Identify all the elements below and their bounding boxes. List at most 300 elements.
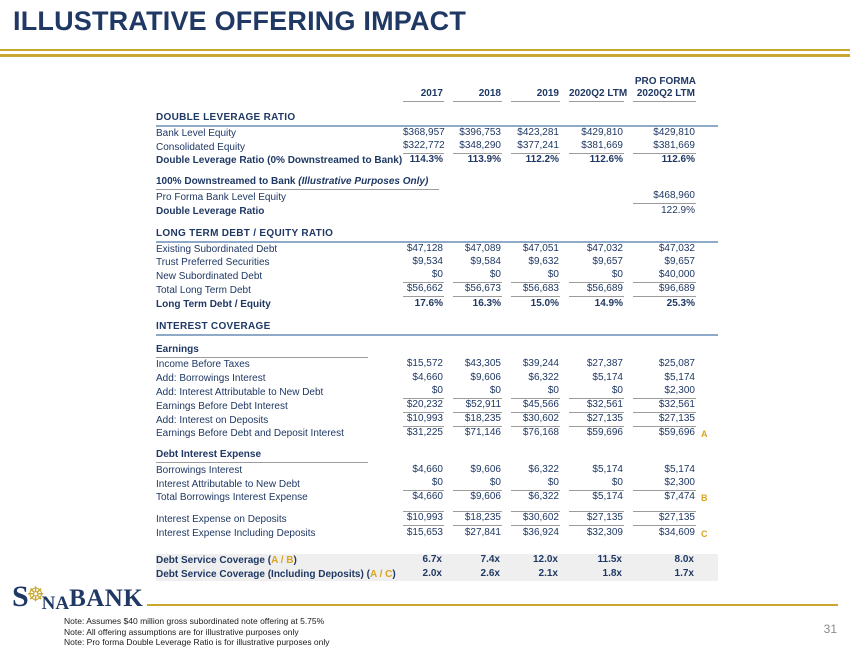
cell-text: $47,089 (464, 242, 501, 254)
subsection-header (156, 176, 439, 190)
row-marker (696, 140, 718, 154)
cell-value (444, 567, 502, 581)
row-label (156, 511, 394, 526)
spacer (156, 440, 718, 447)
table-row (156, 140, 718, 154)
footnote: Note: All offering assumptions are for illustrative purposes only (64, 626, 299, 637)
cell-value (502, 427, 560, 441)
row-marker (696, 204, 718, 218)
cell-value (502, 358, 560, 372)
cell-value (624, 567, 696, 581)
cell-value (394, 126, 444, 140)
cell-text: $348,290 (453, 140, 502, 154)
row-label (156, 526, 394, 540)
cell-text: $47,032 (586, 242, 623, 254)
section-row (156, 109, 718, 126)
subsection-cell (156, 174, 718, 190)
cell-value (502, 413, 560, 427)
row-label (156, 242, 394, 256)
cell-value (444, 463, 502, 477)
table-row (156, 385, 718, 399)
column-header (444, 74, 502, 88)
cell-value (624, 269, 696, 283)
cell-value (624, 511, 696, 526)
row-label (156, 204, 394, 218)
cell-value (394, 477, 444, 491)
cell-value (560, 491, 624, 505)
cell-value (502, 256, 560, 270)
cell-value (624, 297, 696, 311)
cell-text: $9,606 (470, 371, 501, 383)
cell-value (444, 140, 502, 154)
cell-value (560, 242, 624, 256)
label-part: Total Borrowings Interest Expense (156, 492, 308, 503)
cell-text: $20,232 (403, 399, 444, 413)
logo-text-bank: BANK (69, 585, 144, 612)
table-row (156, 242, 718, 256)
cell-value (624, 526, 696, 540)
cell-value (444, 269, 502, 283)
spacer-row (156, 504, 718, 511)
cell-value (502, 242, 560, 256)
label-part: Bank Level Equity (156, 127, 237, 139)
cell-value (560, 371, 624, 385)
cell-value (502, 371, 560, 385)
table-row (156, 283, 718, 297)
cell-value (560, 256, 624, 270)
cell-text: 2.1x (538, 567, 558, 579)
cell-value (394, 399, 444, 413)
cell-text: $9,657 (664, 256, 695, 267)
cell-value (624, 427, 696, 441)
table-row (156, 204, 718, 218)
row-label (156, 427, 394, 441)
spacer-row (156, 335, 718, 342)
cell-text: $6,322 (528, 463, 559, 475)
logo-letter-s: S (12, 580, 29, 613)
cell-value (502, 385, 560, 399)
spacer (156, 540, 718, 547)
cell-text: 2.0x (422, 567, 442, 579)
cell-text: $423,281 (517, 126, 559, 138)
cell-text: $59,696 (586, 427, 623, 438)
spacer (156, 167, 718, 174)
row-marker: B (701, 493, 708, 503)
cell-value (394, 242, 444, 256)
cell-text: 17.6% (414, 297, 443, 309)
cell-text: 12.0x (532, 554, 558, 565)
row-marker (696, 297, 718, 311)
cell-text: $4,660 (412, 371, 443, 383)
cell-text: $76,168 (522, 427, 559, 438)
cell-value (444, 154, 502, 168)
cell-text: $429,810 (653, 126, 695, 138)
row-marker (696, 242, 718, 256)
spacer (156, 311, 718, 318)
footer-row (12, 582, 838, 612)
cell-value (560, 463, 624, 477)
column-header (502, 88, 560, 102)
cell-text: 7.4x (480, 554, 500, 565)
table-row (156, 256, 718, 270)
label-part: Existing Subordinated Debt (156, 243, 278, 255)
cell-text: $39,244 (522, 358, 559, 369)
cell-text: $0 (403, 385, 444, 399)
cell-text: $9,632 (528, 256, 559, 267)
footnote: Note: Pro forma Double Leverage Ratio is for illustrative purposes only (64, 637, 330, 647)
cell-text: $368,957 (403, 126, 445, 138)
cell-text: $27,387 (586, 358, 623, 369)
cell-text: $15,572 (406, 358, 443, 369)
cell-value (444, 256, 502, 270)
cell-text: $27,135 (633, 413, 696, 427)
spacer-row (156, 218, 718, 225)
title-divider (0, 49, 850, 57)
cell-value (444, 413, 502, 427)
table-row (156, 358, 718, 372)
section-header: DOUBLE LEVERAGE RATIO (156, 109, 718, 126)
row-marker (696, 283, 718, 297)
table-row (156, 554, 718, 568)
cell-value (502, 567, 560, 581)
footnote: Note: Assumes $40 million gross subordinated note offering at 5.75% (64, 616, 325, 626)
cell-value (444, 371, 502, 385)
cell-value (624, 283, 696, 297)
page-number: 31 (823, 622, 837, 636)
spacer-row (156, 547, 718, 554)
cell-text: 14.9% (594, 297, 623, 309)
table-row (156, 126, 718, 140)
label-part: Borrowings Interest (156, 464, 243, 476)
spacer (156, 218, 718, 225)
section-row (156, 318, 718, 335)
cell-text: $377,241 (511, 140, 560, 154)
spacer-row (156, 167, 718, 174)
subheader-row (156, 174, 718, 190)
spacer-row (156, 102, 718, 109)
cell-text: $27,841 (464, 526, 501, 538)
label-part: 100% Downstreamed to Bank (156, 176, 299, 187)
table-row (156, 463, 718, 477)
row-label (156, 385, 394, 399)
cell-value (624, 399, 696, 413)
label-part: Add: Interest Attributable to New Debt (156, 386, 324, 398)
subsection-cell (156, 342, 718, 358)
table-row (156, 154, 718, 168)
label-part: Interest Expense Including Deposits (156, 527, 316, 539)
label-part: Debt Service Coverage (Including Deposits) ( (156, 568, 370, 580)
label-part: ) (293, 555, 297, 566)
row-marker (696, 154, 718, 168)
cell-value (624, 204, 696, 218)
cell-text: 6.7x (422, 554, 442, 565)
cell-text: 112.2% (525, 154, 559, 165)
cell-value (394, 413, 444, 427)
cell-text: $6,322 (528, 491, 559, 502)
sona-bank-logo (12, 582, 143, 612)
cell-value (444, 427, 502, 441)
cell-text: $56,683 (511, 283, 560, 297)
cell-text: $47,032 (658, 242, 695, 254)
cell-text: $96,689 (633, 283, 696, 297)
cell-text: $429,810 (581, 126, 623, 138)
cell-value (444, 204, 502, 218)
row-label (156, 491, 394, 505)
label-part: Debt Interest Expense (156, 449, 262, 460)
cell-value (624, 242, 696, 256)
section-row (156, 225, 718, 242)
cell-text: $45,566 (511, 399, 560, 413)
cell-value (394, 140, 444, 154)
label-part: Interest Attributable to New Debt (156, 478, 300, 490)
row-marker (696, 358, 718, 372)
cell-text: $0 (453, 269, 502, 283)
column-header (502, 74, 560, 88)
spacer (156, 504, 718, 511)
cell-value (444, 399, 502, 413)
label-part: Earnings Before Debt Interest (156, 400, 288, 412)
cell-text: 15.0% (530, 297, 559, 309)
cell-text: $52,911 (453, 399, 502, 413)
column-header (394, 74, 444, 88)
cell-text: $27,135 (633, 511, 696, 526)
cell-text: 8.0x (674, 554, 694, 565)
table-row (156, 269, 718, 283)
cell-text: $56,673 (453, 283, 502, 297)
label-part: Trust Preferred Securities (156, 257, 270, 268)
cell-value (502, 269, 560, 283)
cell-text: 2.6x (480, 567, 500, 579)
row-label (156, 477, 394, 491)
cell-text: $381,669 (569, 140, 624, 154)
cell-text: $5,174 (664, 371, 695, 383)
cell-text: $5,174 (592, 491, 623, 502)
cell-value (502, 140, 560, 154)
cell-value (502, 477, 560, 491)
column-header: PRO FORMA (634, 75, 696, 87)
footer-divider (147, 604, 838, 606)
footnotes (64, 616, 330, 648)
financial-table (156, 74, 718, 581)
cell-text: $322,772 (403, 140, 444, 154)
label-part: ) (392, 568, 396, 580)
cell-value (624, 190, 696, 204)
cell-value (502, 511, 560, 526)
cell-text: $34,609 (658, 526, 695, 538)
cell-value (502, 491, 560, 505)
cell-value (624, 477, 696, 491)
cell-value (624, 491, 696, 505)
cell-value (502, 554, 560, 568)
cell-value (560, 190, 624, 204)
row-marker (696, 477, 718, 491)
cell-text: $56,662 (403, 283, 444, 297)
cell-text: 1.7x (674, 567, 694, 579)
cell-text: $18,235 (453, 413, 502, 427)
table-row (156, 491, 718, 505)
label-part: Total Long Term Debt (156, 285, 251, 296)
cell-value (444, 190, 502, 204)
cell-text: 11.5x (597, 554, 622, 565)
row-label (156, 256, 394, 270)
cell-value (624, 413, 696, 427)
cell-text: $7,474 (664, 491, 695, 502)
cell-value (394, 256, 444, 270)
row-marker: A (701, 429, 708, 439)
cell-text: $25,087 (658, 358, 695, 369)
cell-text: $30,602 (511, 413, 560, 427)
label-part: Consolidated Equity (156, 141, 245, 153)
cell-text: $6,322 (528, 371, 559, 383)
cell-text: $71,146 (464, 427, 501, 438)
column-header-text: 2019 (511, 88, 560, 102)
row-label (156, 371, 394, 385)
cell-text: $18,235 (453, 511, 502, 526)
section-header: LONG TERM DEBT / EQUITY RATIO (156, 225, 718, 242)
row-marker (696, 74, 718, 88)
cell-text: $5,174 (592, 463, 623, 475)
table-row (156, 526, 718, 540)
cell-value (624, 358, 696, 372)
cell-value (394, 204, 444, 218)
cell-text: $5,174 (664, 463, 695, 475)
cell-text: $27,135 (569, 413, 624, 427)
row-label (156, 140, 394, 154)
column-header-text: 2020Q2 LTM (569, 88, 624, 102)
cell-value (444, 283, 502, 297)
cell-value (444, 126, 502, 140)
row-label (156, 567, 394, 581)
label-part: Add: Borrowings Interest (156, 372, 266, 384)
table-row (156, 190, 718, 204)
table-row (156, 413, 718, 427)
cell-text: 112.6% (589, 154, 623, 165)
spacer-row (156, 540, 718, 547)
cell-text: $0 (511, 385, 560, 399)
header-row (156, 74, 718, 88)
cell-value (444, 297, 502, 311)
logo-letters-na: NA (41, 593, 70, 614)
table-row (156, 371, 718, 385)
cell-text: $2,300 (633, 385, 696, 399)
label-part: Long Term Debt / Equity (156, 298, 271, 310)
cell-text: 114.3% (409, 154, 443, 165)
subsection-cell (156, 447, 718, 463)
cell-value (624, 126, 696, 140)
cell-text: $468,960 (633, 190, 696, 204)
cell-value (502, 399, 560, 413)
cell-text: $15,653 (406, 526, 443, 538)
cell-value (624, 463, 696, 477)
cell-value (560, 567, 624, 581)
cell-value (444, 526, 502, 540)
row-label (156, 154, 403, 168)
cell-value (394, 297, 444, 311)
label-part: Add: Interest on Deposits (156, 414, 269, 426)
cell-text: $30,602 (511, 511, 560, 526)
table-row (156, 297, 718, 311)
cell-text: 25.3% (666, 297, 695, 309)
cell-value (394, 511, 444, 526)
column-header-text: 2017 (403, 88, 444, 102)
column-header (560, 87, 628, 102)
cell-text: $4,660 (412, 491, 443, 502)
row-marker (696, 554, 718, 568)
spacer-row (156, 440, 718, 447)
subsection-header (156, 449, 368, 463)
row-marker (696, 511, 718, 526)
cell-value (502, 283, 560, 297)
cell-text: $0 (569, 385, 624, 399)
subsection-header (156, 344, 368, 358)
cell-text: 1.8x (602, 567, 622, 579)
table-wrapper (156, 74, 718, 581)
cell-value (560, 126, 624, 140)
cell-text: $10,993 (403, 413, 444, 427)
row-marker (696, 269, 718, 283)
cell-text: $32,561 (569, 399, 624, 413)
spacer-row (156, 311, 718, 318)
row-marker (696, 126, 718, 140)
cell-value (560, 269, 624, 283)
cell-text: $0 (511, 477, 560, 491)
cell-value (502, 463, 560, 477)
cell-value (444, 385, 502, 399)
row-label (156, 269, 394, 283)
cell-value (394, 567, 444, 581)
cell-value (624, 140, 696, 154)
cell-value (444, 477, 502, 491)
cell-value (560, 385, 624, 399)
row-label (156, 74, 394, 88)
cell-text: $0 (569, 477, 624, 491)
cell-text: $0 (403, 269, 444, 283)
cell-text: $43,305 (464, 358, 501, 369)
row-label (156, 399, 394, 413)
table-row (156, 477, 718, 491)
cell-value (502, 526, 560, 540)
label-part: Income Before Taxes (156, 359, 250, 370)
column-header (624, 88, 696, 102)
cell-value (444, 242, 502, 256)
cell-text: $0 (453, 477, 502, 491)
cell-text: 112.6% (661, 154, 695, 165)
cell-text: $0 (453, 385, 502, 399)
cell-value (394, 371, 444, 385)
cell-value (394, 463, 444, 477)
cell-value (624, 371, 696, 385)
cell-text: $56,689 (569, 283, 624, 297)
cell-text: 122.9% (661, 204, 695, 216)
cell-value (502, 297, 560, 311)
label-part: Double Leverage Ratio (156, 205, 265, 217)
cell-value (624, 154, 696, 168)
row-label (156, 126, 394, 140)
cell-text: $0 (511, 269, 560, 283)
cell-text: $59,696 (658, 427, 695, 438)
cell-value (444, 511, 502, 526)
label-part: Earnings Before Debt and Deposit Interest (156, 428, 344, 439)
cell-value (394, 554, 444, 568)
row-label (156, 554, 394, 568)
row-marker: C (701, 528, 708, 539)
spacer (156, 335, 718, 342)
cell-value (560, 477, 624, 491)
row-label (156, 297, 394, 311)
row-marker (696, 256, 718, 270)
column-header (394, 88, 444, 102)
label-part: A / C (369, 568, 393, 580)
